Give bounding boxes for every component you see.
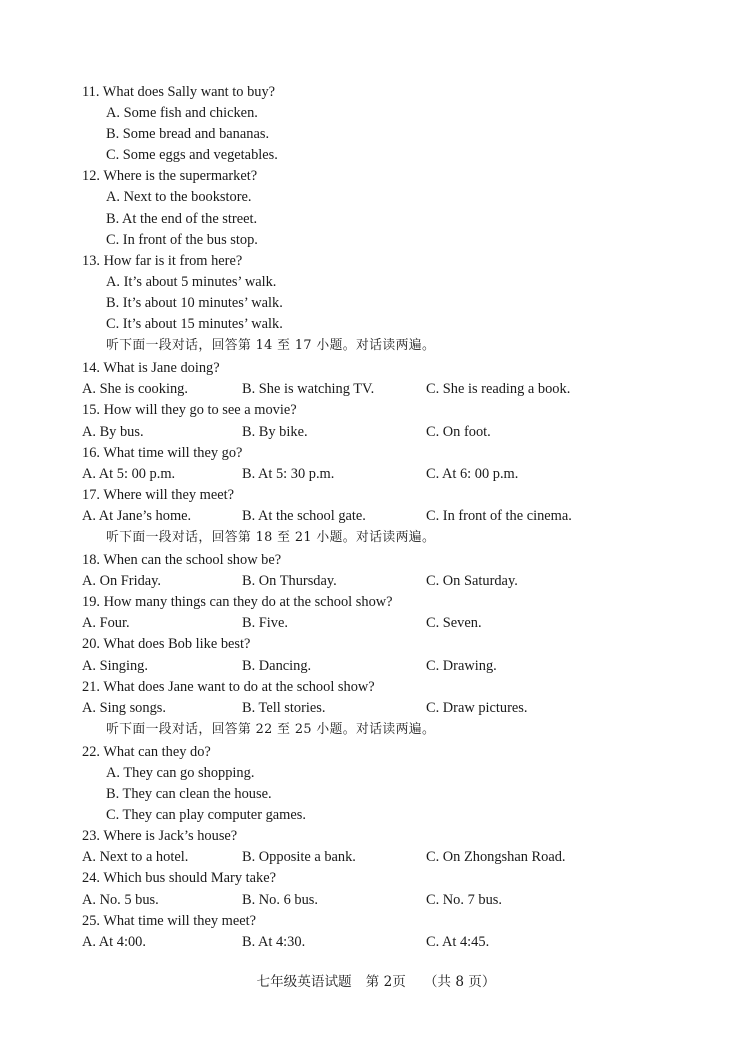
question-stem: 23. Where is Jack’s house? [82,828,238,845]
question-item [82,634,722,676]
question-stem: 16. What time will they go? [82,444,243,461]
answer-option: A. They can go shopping. [106,765,255,781]
answer-options [82,187,722,250]
answer-option: A. Some fish and chicken. [106,105,258,122]
answer-options [82,656,722,677]
answer-option: C. Draw pictures. [426,699,528,716]
question-item [82,826,722,868]
question-item [82,742,722,826]
answer-options [82,847,722,868]
section-instruction: 听下面一段对话，回答第 18 至 21 小题。对话读两遍。 [106,529,436,545]
answer-option: B. On Thursday. [242,573,337,590]
answer-options [82,103,722,166]
answer-option: C. It’s about 15 minutes’ walk. [106,316,283,333]
answer-option: A. It’s about 5 minutes’ walk. [106,273,277,290]
answer-option: B. Five. [242,615,288,632]
answer-option: B. No. 6 bus. [242,891,318,908]
answer-option: A. On Friday. [82,573,162,590]
question-stem: 21. What does Jane want to do at the school show? [82,678,375,695]
footer-title: 七年级英语试题 [256,974,352,990]
answer-option: C. They can play computer games. [106,807,306,824]
answer-option: B. At 5: 30 p.m. [242,465,335,482]
answer-option: C. She is reading a book. [426,381,571,398]
answer-option: A. Four. [82,615,130,632]
answer-option: A. By bus. [82,423,144,440]
answer-options [82,932,722,953]
question-item [82,82,722,166]
question-item [82,911,722,953]
answer-option: B. By bike. [242,423,308,440]
answer-option: B. At the end of the street. [106,210,258,227]
answer-option: A. At 5: 00 p.m. [82,465,176,482]
answer-option: A. Singing. [82,657,148,674]
question-list [82,82,722,953]
answer-option: B. Dancing. [242,657,312,674]
answer-option: B. It’s about 10 minutes’ walk. [106,294,283,311]
answer-option: C. No. 7 bus. [426,891,502,908]
question-stem: 14. What is Jane doing? [82,360,220,377]
answer-option: C. Seven. [426,615,482,632]
question-stem: 24. Which bus should Mary take? [82,870,276,887]
footer-total-pages: （共 8 页） [423,974,496,990]
question-stem: 12. Where is the supermarket? [82,168,258,185]
answer-option: C. Some eggs and vegetables. [106,147,278,164]
answer-option: C. At 4:45. [426,933,490,950]
question-stem: 19. How many things can they do at the school show? [82,594,393,611]
question-item [82,550,722,592]
question-stem: 18. When can the school show be? [82,552,282,569]
question-item [82,358,722,400]
answer-option: A. She is cooking. [82,381,188,398]
question-item [82,485,722,527]
question-stem: 25. What time will they meet? [82,912,256,929]
answer-options [82,272,722,335]
answer-option: B. At the school gate. [242,507,366,524]
question-stem: 11. What does Sally want to buy? [82,84,276,100]
answer-option: C. In front of the bus stop. [106,231,258,248]
question-stem: 15. How will they go to see a movie? [82,402,297,419]
answer-option: B. She is watching TV. [242,381,375,398]
section-instruction: 听下面一段对话，回答第 14 至 17 小题。对话读两遍。 [106,338,436,354]
question-item [82,677,722,719]
answer-option: B. Some bread and bananas. [106,126,270,143]
answer-options [82,571,722,592]
question-stem: 20. What does Bob like best? [82,636,251,653]
answer-option: B. Tell stories. [242,699,326,716]
footer-page-number: 第 2页 [365,974,406,990]
answer-option: C. Drawing. [426,657,497,674]
answer-option: B. Opposite a bank. [242,849,356,866]
answer-option: A. Next to a hotel. [82,849,189,866]
answer-option: A. At 4:00. [82,933,146,950]
answer-options [82,890,722,911]
page-footer [0,972,752,992]
answer-option: C. In front of the cinema. [426,507,572,524]
answer-option: A. Sing songs. [82,699,166,716]
answer-option: B. At 4:30. [242,933,306,950]
answer-option: C. On Zhongshan Road. [426,849,566,866]
answer-options [82,763,722,826]
answer-option: C. At 6: 00 p.m. [426,465,519,482]
question-item [82,251,722,335]
question-item [82,868,722,910]
question-item [82,166,722,250]
answer-option: A. At Jane’s home. [82,507,192,524]
question-item [82,592,722,634]
section-instruction: 听下面一段对话，回答第 22 至 25 小题。对话读两遍。 [106,721,436,737]
answer-options [82,698,722,719]
question-item [82,443,722,485]
question-stem: 17. Where will they meet? [82,486,234,503]
answer-options [82,422,722,443]
answer-option: A. No. 5 bus. [82,891,159,908]
question-item [82,400,722,442]
answer-options [82,506,722,527]
answer-option: C. On foot. [426,423,491,440]
question-stem: 13. How far is it from here? [82,252,243,269]
answer-options [82,464,722,485]
answer-option: B. They can clean the house. [106,786,272,803]
question-stem: 22. What can they do? [82,743,211,760]
answer-options [82,379,722,400]
answer-option: C. On Saturday. [426,573,518,590]
answer-option: A. Next to the bookstore. [106,189,252,206]
answer-options [82,613,722,634]
